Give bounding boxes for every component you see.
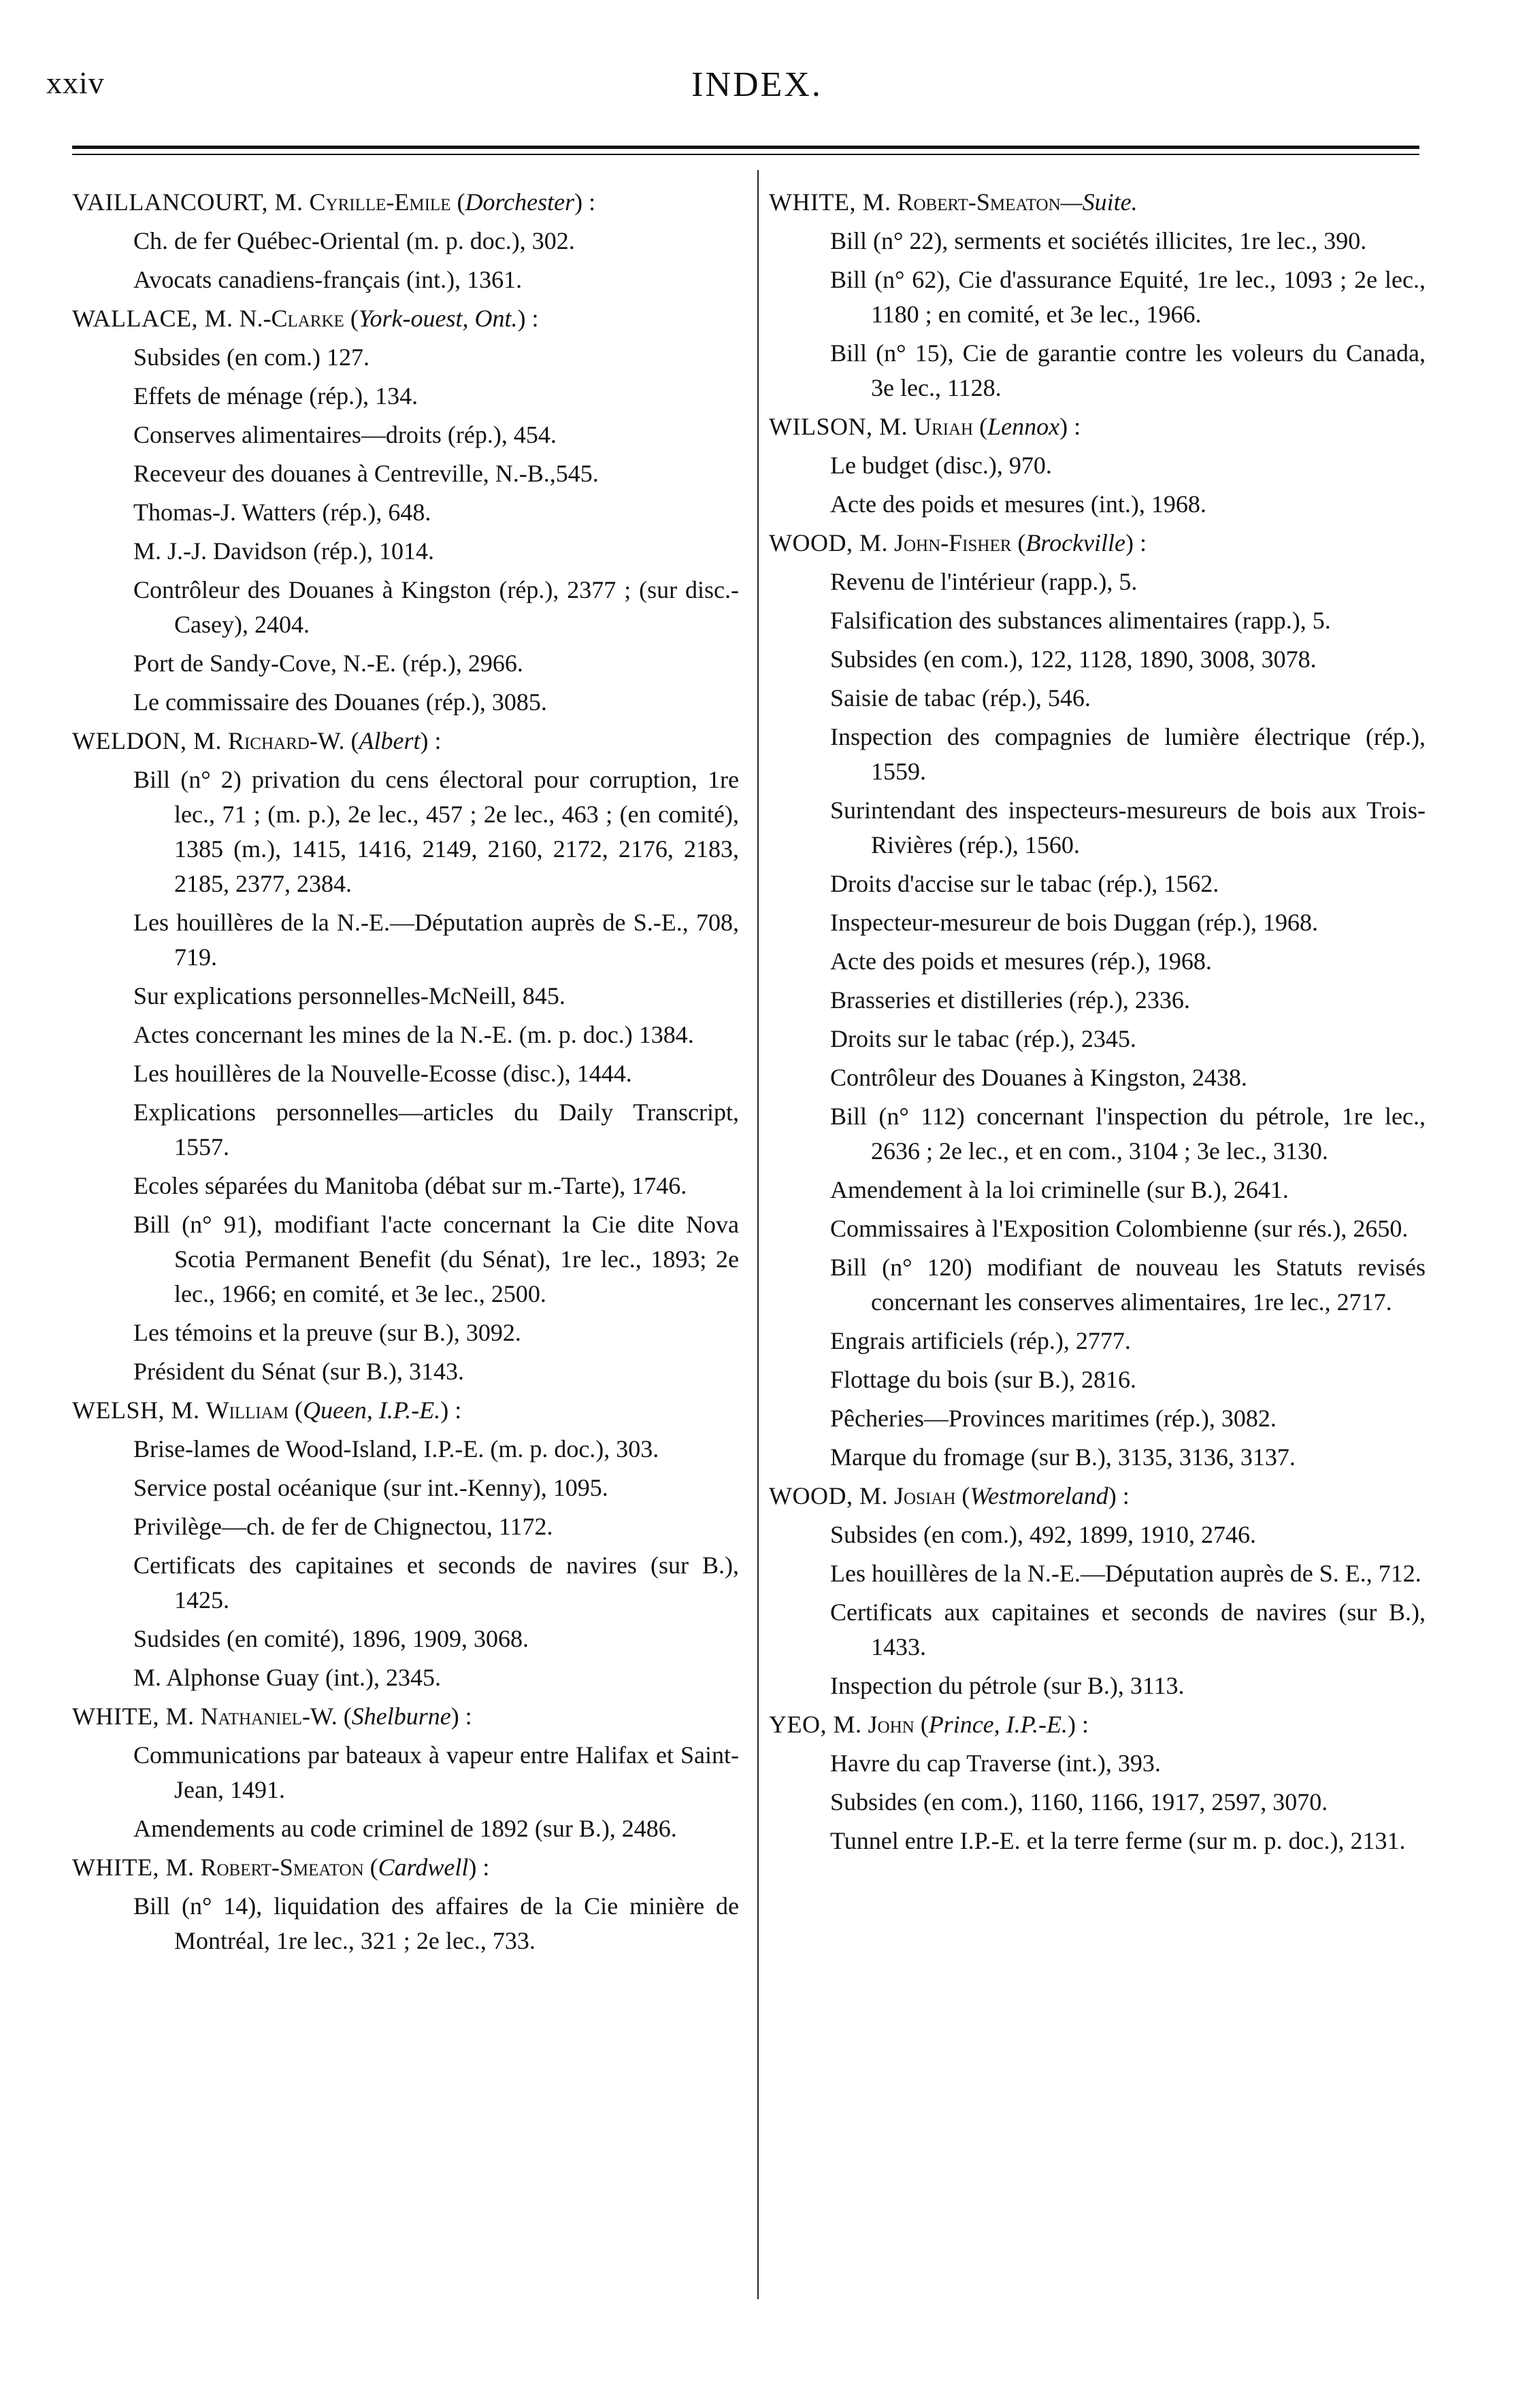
index-subentry: Avocats canadiens-français (int.), 1361.: [133, 266, 523, 293]
index-subentry: Certificats des capitaines et seconds de navires (sur B.), 1425.: [133, 1552, 739, 1613]
index-entry: [72, 1850, 739, 1958]
member-surname: WALLACE, M.: [72, 305, 233, 332]
member-given-name: Nathaniel-W.: [200, 1703, 338, 1730]
member-riding: Albert: [359, 727, 421, 754]
entry-heading: WELSH, M. William (Queen, I.P.-E.) :: [72, 1397, 462, 1424]
member-surname: WELDON, M.: [72, 727, 222, 754]
index-subentry: Bill (n° 22), serments et sociétés illicites, 1re lec., 390.: [830, 227, 1367, 254]
index-subentry: Les houillères de la N.-E.—Députation auprès de S.-E., 708, 719.: [133, 909, 739, 971]
index-subentry: Droits sur le tabac (rép.), 2345.: [830, 1025, 1136, 1052]
member-given-name: Robert-Smeaton: [897, 188, 1061, 216]
index-subentry: Saisie de tabac (rép.), 546.: [830, 684, 1091, 712]
entry-heading: WELDON, M. Richard-W. (Albert) :: [72, 727, 442, 754]
page-title: INDEX.: [691, 65, 823, 104]
left-column: [72, 185, 739, 1962]
index-subentry: Marque du fromage (sur B.), 3135, 3136, 3137.: [830, 1443, 1296, 1471]
index-subentry: Brise-lames de Wood-Island, I.P.-E. (m. p. doc.), 303.: [133, 1435, 659, 1462]
index-entry: [72, 1393, 739, 1695]
index-subentry: Tunnel entre I.P.-E. et la terre ferme (sur m. p. doc.), 2131.: [830, 1827, 1406, 1854]
index-subentry: Bill (n° 15), Cie de garantie contre les voleurs du Canada, 3e lec., 1128.: [830, 339, 1426, 401]
index-entry: [769, 409, 1426, 522]
index-subentry: Communications par bateaux à vapeur entre Halifax et Saint-Jean, 1491.: [133, 1741, 739, 1803]
index-subentry: Privilège—ch. de fer de Chignectou, 1172.: [133, 1513, 553, 1540]
entry-heading: WOOD, M. John-Fisher (Brockville) :: [769, 529, 1147, 556]
index-subentry: Le budget (disc.), 970.: [830, 452, 1052, 479]
member-given-name: Cyrille-Emile: [309, 188, 451, 216]
member-surname: WILSON, M.: [769, 413, 908, 440]
member-surname: WOOD, M.: [769, 1482, 888, 1509]
index-subentry: Bill (n° 112) concernant l'inspection du pétrole, 1re lec., 2636 ; 2e lec., et en com., 3104 ; 3e lec., 3130.: [830, 1103, 1426, 1165]
index-subentry: Bill (n° 120) modifiant de nouveau les Statuts revisés concernant les conserves alimentaires, 1re lec., 2717.: [830, 1254, 1426, 1316]
member-given-name: John-Fisher: [893, 529, 1012, 556]
member-riding: Shelburne: [351, 1703, 451, 1730]
member-riding: Prince, I.P.-E.: [928, 1711, 1068, 1738]
member-riding: Dorchester: [465, 188, 575, 216]
header-rule-thin: [72, 154, 1419, 155]
index-subentry: Ecoles séparées du Manitoba (débat sur m.-Tarte), 1746.: [133, 1172, 687, 1199]
index-subentry: M. Alphonse Guay (int.), 2345.: [133, 1664, 441, 1691]
index-subentry: Port de Sandy-Cove, N.-E. (rép.), 2966.: [133, 650, 523, 677]
index-subentry: Les témoins et la preuve (sur B.), 3092.: [133, 1319, 521, 1346]
index-subentry: Bill (n° 14), liquidation des affaires de la Cie minière de Montréal, 1re lec., 321 ; 2e lec., 733.: [133, 1892, 739, 1954]
member-given-name: Richard-W.: [227, 727, 345, 754]
index-subentry: Certificats aux capitaines et seconds de navires (sur B.), 1433.: [830, 1599, 1426, 1660]
index-subentry: Sur explications personnelles-McNeill, 845.: [133, 982, 565, 1009]
index-subentry: Le commissaire des Douanes (rép.), 3085.: [133, 688, 547, 716]
member-riding: Cardwell: [378, 1854, 469, 1881]
column-divider: [757, 170, 759, 2299]
index-subentry: Droits d'accise sur le tabac (rép.), 1562.: [830, 870, 1219, 897]
header-rule-thick: [72, 146, 1419, 149]
member-surname: WHITE, M.: [72, 1854, 195, 1881]
index-subentry: Conserves alimentaires—droits (rép.), 454.: [133, 421, 557, 448]
index-subentry: Pêcheries—Provinces maritimes (rép.), 3082.: [830, 1405, 1277, 1432]
member-surname: WHITE, M.: [769, 188, 891, 216]
page-number: xxiv: [46, 65, 105, 100]
member-surname: VAILLANCOURT, M.: [72, 188, 303, 216]
right-column: [769, 185, 1426, 1862]
index-subentry: Amendements au code criminel de 1892 (sur B.), 2486.: [133, 1815, 677, 1842]
index-subentry: Bill (n° 91), modifiant l'acte concernant la Cie dite Nova Scotia Permanent Benefit (du Sénat), 1re lec., 1893; 2e lec., 1966; en comité, et 3e lec., 2500.: [133, 1211, 739, 1307]
member-surname: WELSH, M.: [72, 1397, 200, 1424]
index-entry: [769, 526, 1426, 1475]
index-subentry: Explications personnelles—articles du Daily Transcript, 1557.: [133, 1099, 739, 1160]
member-riding: Brockville: [1025, 529, 1125, 556]
index-subentry: Les houillères de la Nouvelle-Ecosse (disc.), 1444.: [133, 1060, 632, 1087]
index-subentry: Thomas-J. Watters (rép.), 648.: [133, 499, 431, 526]
member-riding: Westmoreland: [970, 1482, 1108, 1509]
index-subentry: Effets de ménage (rép.), 134.: [133, 382, 418, 409]
index-subentry: Receveur des douanes à Centreville, N.-B.,545.: [133, 460, 599, 487]
member-riding: Lennox: [987, 413, 1060, 440]
index-subentry: Subsides (en com.) 127.: [133, 344, 369, 371]
entry-heading: WHITE, M. Robert-Smeaton (Cardwell) :: [72, 1854, 490, 1881]
entry-heading: [769, 185, 1426, 220]
index-subentry: Inspecteur-mesureur de bois Duggan (rép.), 1968.: [830, 909, 1319, 936]
entry-heading: WHITE, M. Nathaniel-W. (Shelburne) :: [72, 1703, 472, 1730]
continuation-note: —Suite.: [1060, 188, 1138, 216]
index-subentry: Flottage du bois (sur B.), 2816.: [830, 1366, 1136, 1393]
index-subentry: Falsification des substances alimentaires (rapp.), 5.: [830, 607, 1331, 634]
index-entry: [72, 1699, 739, 1846]
index-entry: [72, 724, 739, 1389]
index-subentry: Contrôleur des Douanes à Kingston, 2438.: [830, 1064, 1247, 1091]
index-subentry: Sudsides (en comité), 1896, 1909, 3068.: [133, 1625, 529, 1652]
index-subentry: Inspection du pétrole (sur B.), 3113.: [830, 1672, 1185, 1699]
member-riding: York-ouest, Ont.: [358, 305, 518, 332]
member-given-name: John: [868, 1711, 915, 1738]
index-subentry: Inspection des compagnies de lumière électrique (rép.), 1559.: [830, 723, 1426, 785]
member-surname: YEO, M.: [769, 1711, 862, 1738]
index-subentry: Subsides (en com.), 492, 1899, 1910, 2746.: [830, 1521, 1256, 1548]
index-entry: [769, 185, 1426, 405]
member-given-name: William: [205, 1397, 289, 1424]
index-subentry: Amendement à la loi criminelle (sur B.), 2641.: [830, 1176, 1289, 1203]
index-subentry: Havre du cap Traverse (int.), 393.: [830, 1750, 1161, 1777]
member-riding: Queen, I.P.-E.: [302, 1397, 441, 1424]
index-entry: [72, 301, 739, 720]
index-subentry: Brasseries et distilleries (rép.), 2336.: [830, 986, 1190, 1014]
index-subentry: Actes concernant les mines de la N.-E. (m. p. doc.) 1384.: [133, 1021, 694, 1048]
index-subentry: Commissaires à l'Exposition Colombienne (sur rés.), 2650.: [830, 1215, 1409, 1242]
entry-heading: VAILLANCOURT, M. Cyrille-Emile (Dorchester) :: [72, 188, 596, 216]
member-given-name: N.-Clarke: [239, 305, 344, 332]
member-surname: WOOD, M.: [769, 529, 888, 556]
member-given-name: Uriah: [913, 413, 974, 440]
member-given-name: Robert-Smeaton: [200, 1854, 364, 1881]
index-subentry: Acte des poids et mesures (rép.), 1968.: [830, 948, 1212, 975]
index-entry: [769, 1479, 1426, 1703]
entry-heading: WALLACE, M. N.-Clarke (York-ouest, Ont.) :: [72, 305, 539, 332]
index-subentry: Ch. de fer Québec-Oriental (m. p. doc.), 302.: [133, 227, 575, 254]
index-subentry: Service postal océanique (sur int.-Kenny), 1095.: [133, 1474, 608, 1501]
index-subentry: Subsides (en com.), 1160, 1166, 1917, 2597, 3070.: [830, 1788, 1328, 1816]
index-subentry: Bill (n° 62), Cie d'assurance Equité, 1re lec., 1093 ; 2e lec., 1180 ; en comité, et 3e lec., 1966.: [830, 266, 1426, 328]
index-subentry: Contrôleur des Douanes à Kingston (rép.), 2377 ; (sur disc.-Casey), 2404.: [133, 576, 739, 638]
member-surname: WHITE, M.: [72, 1703, 195, 1730]
member-given-name: Josiah: [893, 1482, 956, 1509]
index-subentry: Acte des poids et mesures (int.), 1968.: [830, 490, 1206, 518]
index-entry: [72, 185, 739, 297]
index-subentry: Revenu de l'intérieur (rapp.), 5.: [830, 568, 1138, 595]
index-entry: [769, 1707, 1426, 1858]
index-subentry: M. J.-J. Davidson (rép.), 1014.: [133, 537, 434, 565]
index-subentry: Surintendant des inspecteurs-mesureurs de bois aux Trois-Rivières (rép.), 1560.: [830, 797, 1426, 858]
entry-heading: YEO, M. John (Prince, I.P.-E.) :: [769, 1711, 1089, 1738]
entry-heading: WOOD, M. Josiah (Westmoreland) :: [769, 1482, 1130, 1509]
index-subentry: Les houillères de la N.-E.—Députation auprès de S. E., 712.: [830, 1560, 1421, 1587]
index-subentry: Engrais artificiels (rép.), 2777.: [830, 1327, 1131, 1354]
index-subentry: Bill (n° 2) privation du cens électoral pour corruption, 1re lec., 71 ; (m. p.), 2e lec., 457 ; 2e lec., 463 ; (en comité), 1385 (m.), 1415, 1416, 2149, 2160, 2172, 2176, 2183, 2185, 2377, 2384.: [133, 766, 739, 897]
index-subentry: Président du Sénat (sur B.), 3143.: [133, 1358, 464, 1385]
entry-heading: WILSON, M. Uriah (Lennox) :: [769, 413, 1081, 440]
index-subentry: Subsides (en com.), 122, 1128, 1890, 3008, 3078.: [830, 646, 1317, 673]
